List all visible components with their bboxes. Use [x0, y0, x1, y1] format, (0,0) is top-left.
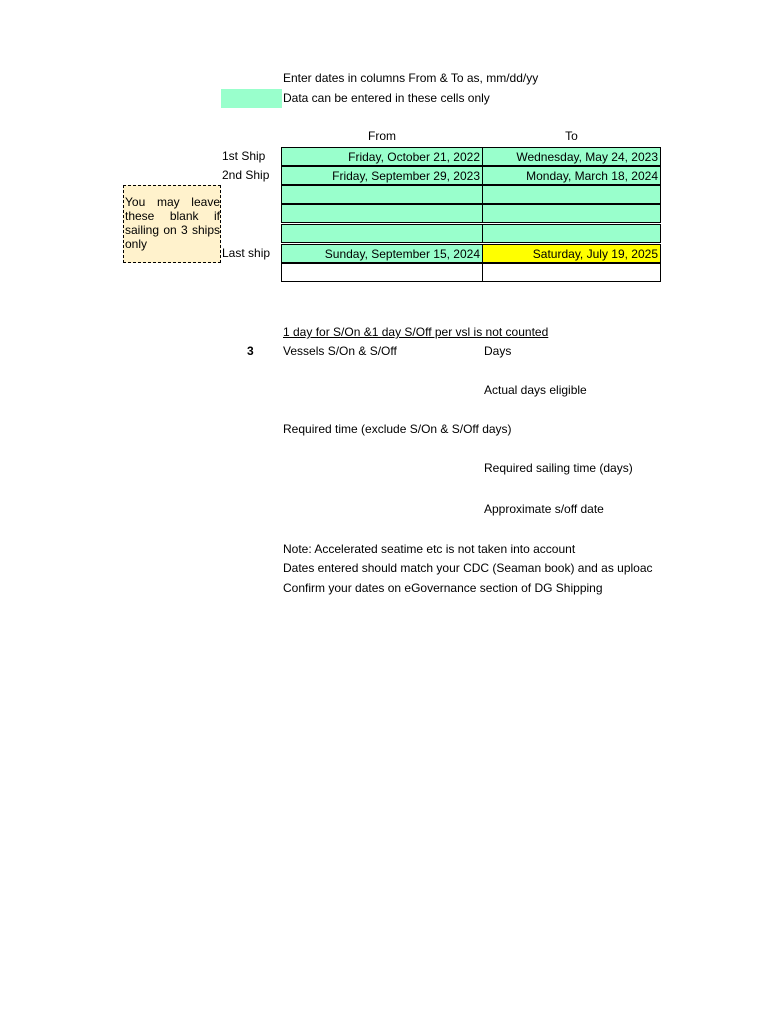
row-label-last-ship: Last ship: [222, 246, 271, 260]
to-date-cell-highlighted[interactable]: Saturday, July 19, 2025: [482, 244, 661, 263]
from-date-cell[interactable]: Friday, October 21, 2022: [281, 147, 483, 166]
from-date-cell[interactable]: [281, 204, 483, 223]
note-line-1: Note: Accelerated seatime etc is not taken into account: [283, 542, 576, 556]
from-date-cell[interactable]: [281, 224, 483, 243]
instructions-line: Enter dates in columns From & To as, mm/dd/yy: [283, 71, 539, 85]
editable-legend-swatch: [221, 89, 282, 108]
to-date-cell[interactable]: Monday, March 18, 2024: [482, 166, 661, 185]
note-line-2: Dates entered should match your CDC (Seaman book) and as uploac: [283, 561, 653, 575]
required-sailing-label: Required sailing time (days): [484, 461, 633, 475]
from-date-cell[interactable]: Sunday, September 15, 2024: [281, 244, 483, 263]
header-to: To: [565, 129, 578, 143]
row-label-2nd-ship: 2nd Ship: [222, 168, 270, 182]
note-line-3: Confirm your dates on eGovernance section of DG Shipping: [283, 581, 603, 595]
required-time-label: Required time (exclude S/On & S/Off days): [283, 422, 512, 436]
from-date-cell[interactable]: [281, 185, 483, 204]
vessel-count: 3: [247, 344, 254, 358]
from-date-cell[interactable]: Friday, September 29, 2023: [281, 166, 483, 185]
rule-note: 1 day for S/On &1 day S/Off per vsl is not counted: [283, 325, 549, 339]
to-date-cell[interactable]: [482, 263, 661, 282]
legend-text: Data can be entered in these cells only: [283, 91, 490, 105]
to-date-cell[interactable]: [482, 185, 661, 204]
approx-soff-label: Approximate s/off date: [484, 502, 604, 516]
blank-rows-note: You may leave these blank if sailing on 3 ships only: [123, 185, 221, 263]
actual-days-label: Actual days eligible: [484, 383, 587, 397]
header-from: From: [368, 129, 396, 143]
to-date-cell[interactable]: [482, 224, 661, 243]
days-label: Days: [484, 344, 512, 358]
to-date-cell[interactable]: [482, 204, 661, 223]
to-date-cell[interactable]: Wednesday, May 24, 2023: [482, 147, 661, 166]
from-date-cell[interactable]: [281, 263, 483, 282]
vessels-label: Vessels S/On & S/Off: [283, 344, 397, 358]
row-label-1st-ship: 1st Ship: [222, 149, 266, 163]
